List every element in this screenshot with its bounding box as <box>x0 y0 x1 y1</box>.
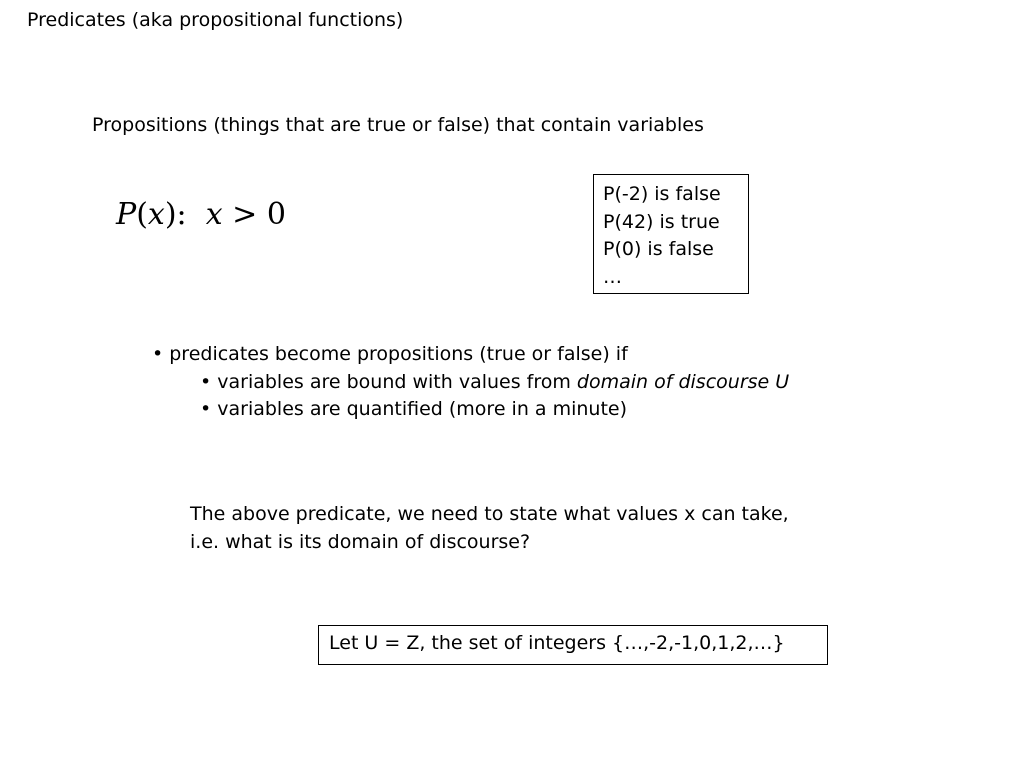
note-line: The above predicate, we need to state what values x can take, <box>190 503 789 525</box>
domain-of-discourse-emphasis: domain of discourse U <box>576 370 790 393</box>
note-line: i.e. what is its domain of discourse? <box>190 530 531 553</box>
evaluation-line: P(-2) is false <box>603 183 721 205</box>
formula-body-rest: > 0 <box>222 197 286 232</box>
formula-variable: x <box>147 197 165 232</box>
evaluation-line: P(0) is false <box>603 238 714 260</box>
bullet-sub-bound <box>152 369 789 397</box>
formula-predicate: P <box>116 197 137 232</box>
evaluation-examples-box <box>593 174 749 294</box>
formula-open-paren: ( <box>136 197 148 232</box>
slide-subtitle: Propositions (things that are true or false) that contain variables <box>92 114 704 136</box>
bullet-main: • predicates become propositions (true or false) if <box>152 343 628 365</box>
formula-close-colon: ): <box>164 197 187 232</box>
bullet-sub-bound-text: • variables are bound with values from <box>200 370 577 393</box>
domain-definition-box: Let U = Z, the set of integers {…,-2,-1,0,1,2,…} <box>318 625 828 665</box>
formula-body-variable: x <box>205 197 223 232</box>
domain-question-note <box>190 501 789 556</box>
bullet-list <box>152 341 789 424</box>
slide-title: Predicates (aka propositional functions) <box>27 9 404 31</box>
predicate-formula <box>116 197 286 232</box>
evaluation-line: P(42) is true <box>603 210 720 233</box>
evaluation-ellipsis: … <box>603 265 622 288</box>
bullet-sub-quantified: • variables are quantified (more in a minute) <box>200 398 628 420</box>
